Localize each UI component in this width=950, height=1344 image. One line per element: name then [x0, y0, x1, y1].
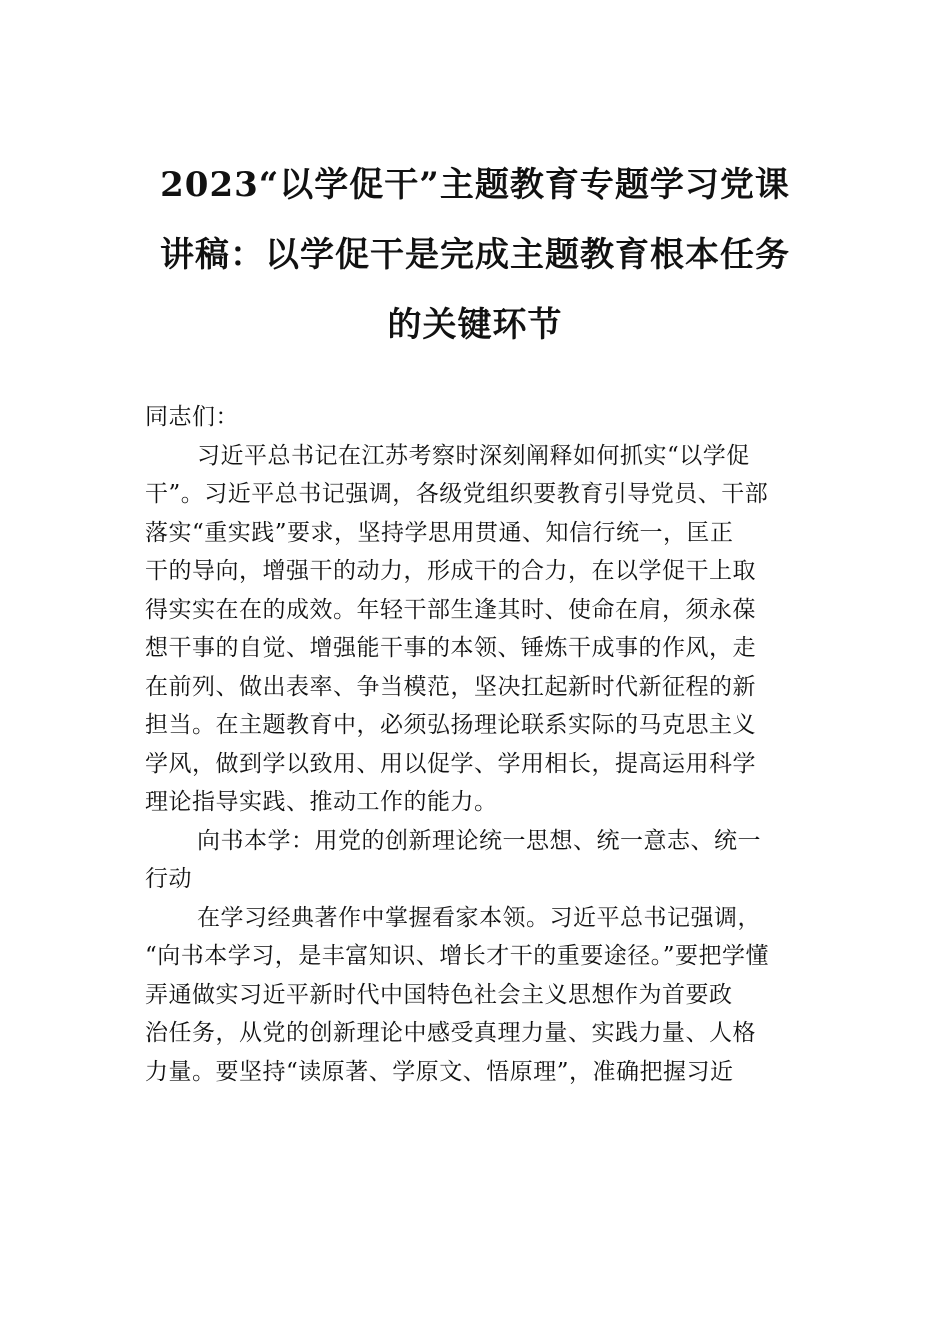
- title-line: 2023“以学促干”主题教育专题学习党课: [160, 165, 790, 205]
- paragraph-line: 力量。要坚持“读原著、学原文、悟原理”，准确把握习近: [145, 1058, 734, 1085]
- document-body: [145, 398, 815, 1091]
- paragraph-line: “向书本学习，是丰富知识、增长才干的重要途径。”要把学懂: [145, 943, 770, 969]
- paragraph-line: 习近平总书记在江苏考察时深刻阐释如何抓实“以学促: [197, 442, 750, 469]
- paragraph-line: 想干事的自觉、增强能干事的本领、锤炼干成事的作风，走: [145, 635, 756, 661]
- section-heading: [145, 822, 815, 899]
- paragraph-line: 理论指导实践、推动工作的能力。: [145, 789, 498, 815]
- salutation: 同志们：: [145, 404, 239, 430]
- paragraph-line: 弄通做实习近平新时代中国特色社会主义思想作为首要政: [145, 981, 733, 1008]
- paragraph-line: 干”。习近平总书记强调，各级党组织要教育引导党员、干部: [145, 481, 769, 507]
- paragraph-study: [145, 899, 815, 1092]
- paragraph-line: 干的导向，增强干的动力，形成干的合力，在以学促干上取: [145, 558, 756, 584]
- paragraph-line: 在学习经典著作中掌握看家本领。习近平总书记强调，: [197, 904, 761, 931]
- paragraph-line: 在前列、做出表率、争当模范，坚决扛起新时代新征程的新: [145, 673, 756, 700]
- paragraph-line: 得实实在在的成效。年轻干部生逢其时、使命在肩，须永葆: [145, 596, 756, 623]
- paragraph-line: 学风，做到学以致用、用以促学、学用相长，提高运用科学: [145, 750, 756, 777]
- heading-line: 行动: [145, 866, 192, 892]
- paragraph-line: 担当。在主题教育中，必须弘扬理论联系实际的马克思主义: [145, 712, 756, 738]
- paragraph-intro: [145, 437, 815, 822]
- title-line: 的关键环节: [387, 305, 563, 345]
- title-line: 讲稿：以学促干是完成主题教育根本任务: [160, 235, 790, 275]
- paragraph-line: 落实“重实践”要求，坚持学思用贯通、知信行统一，匡正: [145, 519, 734, 546]
- heading-line: 向书本学：用党的创新理论统一思想、统一意志、统一: [197, 827, 761, 854]
- document-title: [130, 150, 820, 360]
- paragraph-line: 治任务，从党的创新理论中感受真理力量、实践力量、人格: [145, 1020, 756, 1046]
